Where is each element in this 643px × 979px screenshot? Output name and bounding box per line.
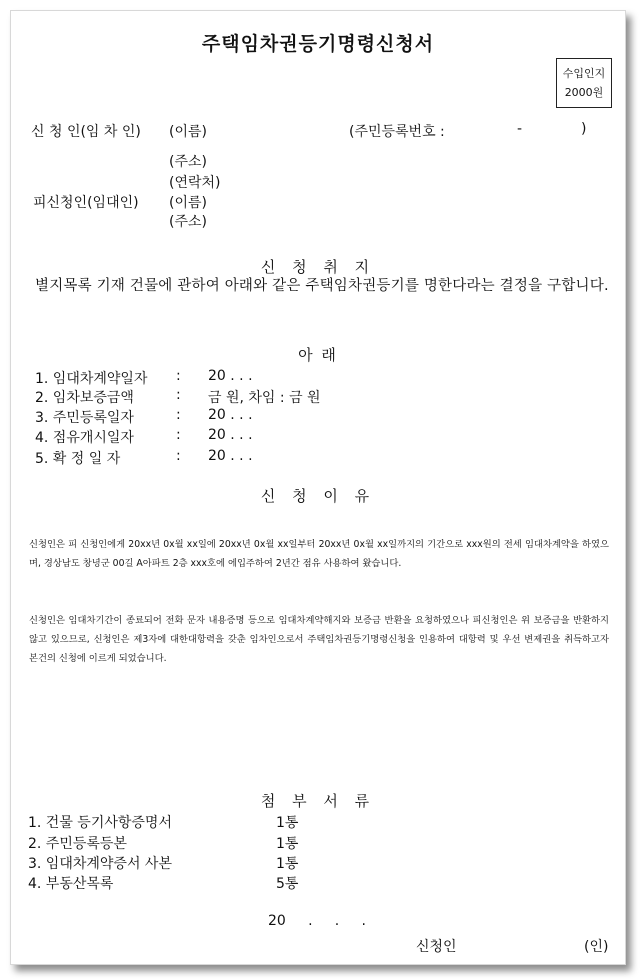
applicant-contact: (연락처) xyxy=(169,175,221,191)
below-heading: 아 래 xyxy=(298,346,338,364)
attachment-label: 4. 부동산목록 xyxy=(28,876,114,892)
attachment-label: 2. 주민등록등본 xyxy=(28,836,127,852)
item-label: 4. 점유개시일자 xyxy=(35,430,134,446)
item-colon: : xyxy=(176,427,181,443)
item-colon: : xyxy=(176,387,181,403)
seal-mark: (인) xyxy=(584,939,609,955)
item-colon: : xyxy=(176,368,181,384)
attachment-count: 5통 xyxy=(276,876,299,892)
attachment-count: 1통 xyxy=(276,836,299,852)
item-colon: : xyxy=(176,407,181,423)
item-value: 20 . . . xyxy=(208,368,253,384)
applicant-rrn-close: ) xyxy=(581,121,587,137)
respondent-name: (이름) xyxy=(169,195,207,211)
item-label: 5. 확 정 일 자 xyxy=(35,451,121,467)
signer-label: 신청인 xyxy=(416,939,457,955)
purpose-text: 별지목록 기재 건물에 관하여 아래와 같은 주택임차권등기를 명한다라는 결정을 구합니다. xyxy=(35,278,609,294)
item-label: 2. 임차보증금액 xyxy=(35,390,134,406)
item-value: 금 원, 차임 : 금 원 xyxy=(208,390,321,406)
reason-paragraph-2: 신청인은 임대차기간이 종료되어 전화 문자 내용증명 등으로 임대차계약해지와 보증금 반환을 요청하였으나 피신청인은 위 보증금을 반환하지 않고 있으므로, 신청인은 제3자에 대한대항력을 갖춘 임차인으로서 주택임차권등기명령신청을 인용하여 대항력 및 우선 변제권을 취득하고자 본건의 신청에 이르게 되었습니다. xyxy=(29,615,609,664)
stamp-label: 수입인지 xyxy=(562,67,606,80)
attachment-count: 1통 xyxy=(276,815,299,831)
reason-heading: 신 청 이 유 xyxy=(260,487,376,505)
purpose-heading: 신 청 취 지 xyxy=(260,258,376,276)
applicant-rrn-dash: - xyxy=(517,121,523,137)
revenue-stamp-box xyxy=(556,58,612,108)
item-value: 20 . . . xyxy=(208,448,253,464)
attachment-label: 1. 건물 등기사항증명서 xyxy=(28,815,172,831)
attachment-count: 1통 xyxy=(276,856,299,872)
respondent-address: (주소) xyxy=(169,214,207,230)
item-value: 20 . . . xyxy=(208,427,253,443)
applicant-label: 신 청 인(임 차 인) xyxy=(31,124,141,140)
application-form xyxy=(10,10,626,965)
item-label: 3. 주민등록일자 xyxy=(35,410,134,426)
applicant-name: (이름) xyxy=(169,124,207,140)
item-value: 20 . . . xyxy=(208,407,253,423)
applicant-rrn-label: (주민등록번호 : xyxy=(349,124,445,140)
attachment-label: 3. 임대차계약증서 사본 xyxy=(28,856,172,872)
reason-paragraph-1: 신청인은 피 신청인에게 20xx년 0x월 xx일에 20xx년 0x월 xx일부터 20xx년 0x월 xx일까지의 기간으로 xxx원의 전세 임대차계약을 하였으며, 경상남도 창녕군 00길 A아파트 2층 xxx호에 에입주하여 2년간 점유 사용하여 왔습니다. xyxy=(29,539,609,569)
respondent-label: 피신청인(임대인) xyxy=(33,195,139,211)
applicant-address: (주소) xyxy=(169,154,207,170)
stamp-amount: 2000원 xyxy=(564,86,604,99)
attachments-heading: 첨 부 서 류 xyxy=(260,792,376,810)
filing-date: 20 . . . xyxy=(268,913,366,929)
item-colon: : xyxy=(176,448,181,464)
item-label: 1. 임대차계약일자 xyxy=(35,371,148,387)
document-title: 주택임차권등기명령신청서 xyxy=(201,33,435,55)
